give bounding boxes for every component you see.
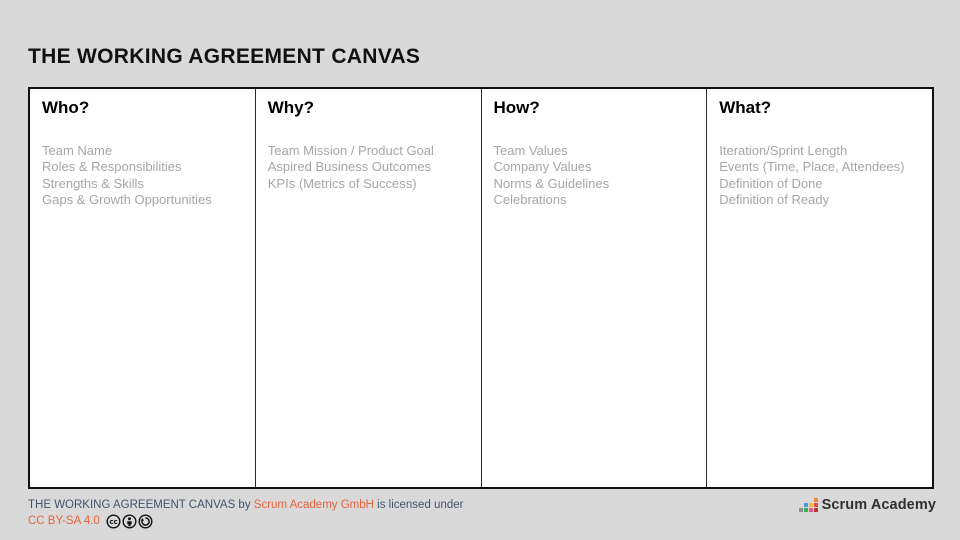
canvas-column-who [30, 89, 255, 487]
list-item: Team Mission / Product Goal [267, 143, 434, 158]
cc-icon [106, 514, 121, 529]
list-item: Definition of Done [719, 175, 823, 191]
list-item: Team Name [42, 143, 113, 158]
license-line-2 [28, 514, 463, 529]
cc-license-icons[interactable] [106, 514, 153, 529]
canvas-column-what [706, 89, 932, 487]
list-item: Team Values [493, 143, 568, 158]
scrum-academy-chart-icon [799, 498, 818, 512]
list-item: Events (Time, Place, Attendees) [719, 159, 905, 175]
column-items-how [494, 143, 695, 208]
brand-name: Scrum Academy [821, 497, 936, 513]
canvas-column-how [481, 89, 707, 487]
list-item: KPIs (Metrics of Success) [267, 175, 417, 191]
list-item: Strengths & Skills [42, 175, 144, 191]
column-items-why [268, 143, 469, 192]
working-agreement-canvas [28, 87, 934, 489]
column-header-why: Why? [267, 98, 315, 117]
column-header-who: Who? [42, 98, 90, 117]
by-attribution-icon [122, 514, 137, 529]
list-item: Iteration/Sprint Length [719, 143, 848, 158]
list-item: Definition of Ready [719, 191, 830, 207]
list-item: Gaps & Growth Opportunities [42, 191, 212, 207]
list-item: Celebrations [493, 191, 567, 207]
column-items-who [42, 143, 243, 208]
svg-text:cc: cc [109, 518, 118, 526]
license-suffix: is licensed under [377, 499, 464, 511]
column-items-what [719, 143, 920, 208]
list-item: Company Values [493, 159, 592, 175]
cc-by-sa-link[interactable]: CC BY-SA 4.0 [28, 515, 100, 527]
list-item: Roles & Responsibilities [42, 159, 182, 175]
page-title: THE WORKING AGREEMENT CANVAS [28, 45, 421, 68]
canvas-column-why [255, 89, 481, 487]
column-header-what: What? [719, 98, 772, 117]
license-prefix: THE WORKING AGREEMENT CANVAS by [28, 499, 251, 511]
column-header-how: How? [493, 98, 540, 117]
share-alike-icon [138, 514, 153, 529]
list-item: Aspired Business Outcomes [267, 159, 432, 175]
list-item: Norms & Guidelines [493, 175, 610, 191]
license-statement [28, 498, 463, 529]
license-line-1 [28, 498, 463, 513]
scrum-academy-logo [799, 497, 936, 513]
scrum-academy-link[interactable]: Scrum Academy GmbH [253, 499, 374, 511]
